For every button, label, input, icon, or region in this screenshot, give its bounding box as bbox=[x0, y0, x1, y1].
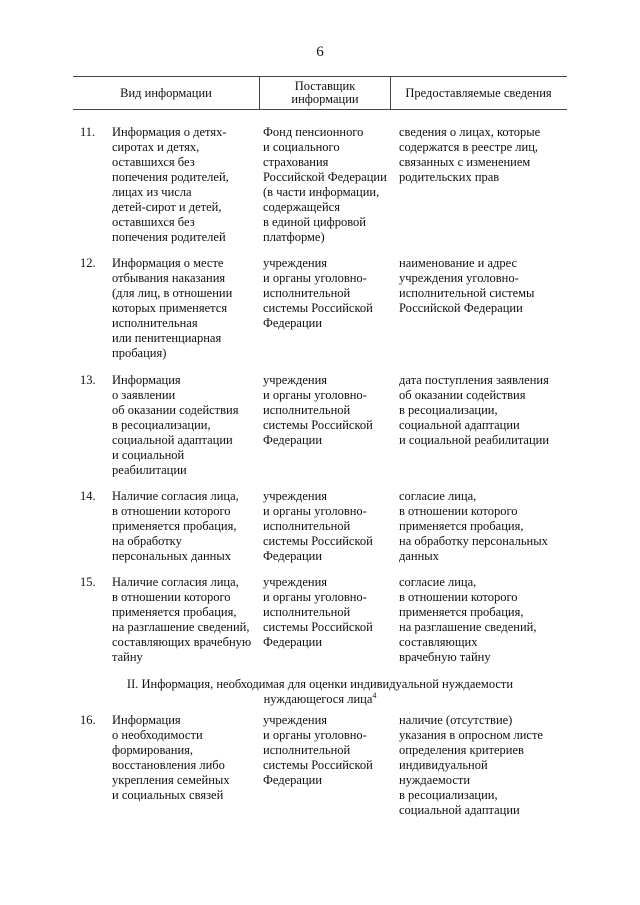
info-type-line: и социальных связей bbox=[112, 788, 224, 802]
info-type-line: о заявлении bbox=[112, 388, 176, 402]
provider-line: исполнительной bbox=[263, 403, 351, 417]
provider-cell bbox=[263, 489, 398, 564]
provider-line: системы Российской bbox=[263, 301, 373, 315]
info-type-line: тайну bbox=[112, 650, 143, 664]
info-type-cell bbox=[112, 256, 256, 361]
provider-line: и органы уголовно- bbox=[263, 271, 367, 285]
details-line: нуждаемости bbox=[399, 773, 471, 787]
provider-line: учреждения bbox=[263, 373, 328, 387]
provider-line: учреждения bbox=[263, 256, 328, 270]
details-line: на разглашение сведений, bbox=[399, 620, 537, 634]
row-number: 12. bbox=[80, 256, 96, 270]
details-line: социальной адаптации bbox=[399, 803, 520, 817]
provider-line: и органы уголовно- bbox=[263, 504, 367, 518]
info-type-line: в ресоциализации, bbox=[112, 418, 211, 432]
provider-line: страхования bbox=[263, 155, 329, 169]
provider-line: Федерации bbox=[263, 433, 323, 447]
details-line: исполнительной системы bbox=[399, 286, 535, 300]
provider-cell bbox=[263, 256, 398, 331]
row-number: 13. bbox=[80, 373, 96, 387]
info-type-cell bbox=[112, 373, 256, 478]
details-line: индивидуальной bbox=[399, 758, 488, 772]
page-number: 6 bbox=[316, 44, 324, 60]
header-provider-line1: Поставщик bbox=[294, 79, 356, 93]
header-provider bbox=[259, 77, 391, 109]
info-type-line: и социальной bbox=[112, 448, 185, 462]
details-line: врачебную тайну bbox=[399, 650, 491, 664]
details-line: наличие (отсутствие) bbox=[399, 713, 513, 727]
info-type-line: Информация о детях- bbox=[112, 125, 227, 139]
info-type-line: восстановления либо bbox=[112, 758, 225, 772]
provider-cell bbox=[263, 575, 398, 650]
provider-cell bbox=[263, 373, 398, 448]
details-line: связанных с изменением bbox=[399, 155, 531, 169]
details-line: составляющих bbox=[399, 635, 478, 649]
provider-line: Федерации bbox=[263, 635, 323, 649]
provider-line: системы Российской bbox=[263, 418, 373, 432]
provider-line: содержащейся bbox=[263, 200, 340, 214]
details-line: применяется пробация, bbox=[399, 519, 524, 533]
provider-line: исполнительной bbox=[263, 743, 351, 757]
header-provider-line2: информации bbox=[291, 92, 359, 106]
details-line: социальной адаптации bbox=[399, 418, 520, 432]
details-line: на обработку персональных bbox=[399, 534, 548, 548]
provider-cell bbox=[263, 125, 398, 245]
info-type-line: составляющих врачебную bbox=[112, 635, 252, 649]
details-line: наименование и адрес bbox=[399, 256, 518, 270]
provider-line: учреждения bbox=[263, 489, 328, 503]
provider-line: исполнительной bbox=[263, 605, 351, 619]
provider-line: и органы уголовно- bbox=[263, 388, 367, 402]
section-heading-text: нуждающегося лица bbox=[263, 692, 373, 706]
provider-cell bbox=[263, 713, 398, 788]
info-type-line: Информация bbox=[112, 373, 181, 387]
provider-line: исполнительной bbox=[263, 519, 351, 533]
provider-line: Фонд пенсионного bbox=[263, 125, 364, 139]
info-type-line: реабилитации bbox=[112, 463, 187, 477]
info-type-line: оставшихся без bbox=[112, 155, 195, 169]
info-type-line: социальной адаптации bbox=[112, 433, 233, 447]
details-cell bbox=[399, 256, 564, 316]
info-type-line: укрепления семейных bbox=[112, 773, 230, 787]
info-type-cell bbox=[112, 575, 256, 665]
details-line: Российской Федерации bbox=[399, 301, 523, 315]
details-line: данных bbox=[399, 549, 439, 563]
details-line: применяется пробация, bbox=[399, 605, 524, 619]
info-type-line: персональных данных bbox=[112, 549, 231, 563]
header-provided-details: Предоставляемые сведения bbox=[405, 85, 552, 100]
info-type-line: о необходимости bbox=[112, 728, 203, 742]
details-line: в отношении которого bbox=[399, 504, 518, 518]
provider-line: в единой цифровой bbox=[263, 215, 366, 229]
provider-line: Российской Федерации bbox=[263, 170, 387, 184]
details-line: в ресоциализации, bbox=[399, 403, 498, 417]
provider-line: Федерации bbox=[263, 316, 323, 330]
details-line: учреждения уголовно- bbox=[399, 271, 519, 285]
provider-line: учреждения bbox=[263, 575, 328, 589]
row-number: 14. bbox=[80, 489, 96, 503]
info-type-line: на обработку bbox=[112, 534, 182, 548]
info-type-line: оставшихся без bbox=[112, 215, 195, 229]
info-type-line: сиротах и детях, bbox=[112, 140, 200, 154]
details-line: содержатся в реестре лиц, bbox=[399, 140, 539, 154]
details-cell bbox=[399, 575, 564, 665]
provider-line: и социального bbox=[263, 140, 340, 154]
details-line: определения критериев bbox=[399, 743, 524, 757]
details-line: родительских прав bbox=[399, 170, 500, 184]
info-type-line: детей-сирот и детей, bbox=[112, 200, 222, 214]
details-line: согласие лица, bbox=[399, 575, 477, 589]
table-header bbox=[73, 76, 567, 110]
info-type-line: применяется пробация, bbox=[112, 519, 237, 533]
header-info-type: Вид информации bbox=[120, 85, 212, 100]
provider-line: учреждения bbox=[263, 713, 328, 727]
info-type-line: Наличие согласия лица, bbox=[112, 575, 239, 589]
section-heading-line1: II. Информация, необходимая для оценки индивидуальной нуждаемости bbox=[126, 677, 514, 691]
info-type-line: попечения родителей, bbox=[112, 170, 229, 184]
info-type-cell bbox=[112, 489, 256, 564]
info-type-cell bbox=[112, 125, 256, 245]
info-type-line: об оказании содействия bbox=[112, 403, 239, 417]
details-line: согласие лица, bbox=[399, 489, 477, 503]
details-line: дата поступления заявления bbox=[399, 373, 549, 387]
details-cell bbox=[399, 125, 564, 185]
details-line: и социальной реабилитации bbox=[399, 433, 550, 447]
info-type-line: в отношении которого bbox=[112, 504, 231, 518]
info-type-line: (для лиц, в отношении bbox=[112, 286, 233, 300]
info-type-line: лицах из числа bbox=[112, 185, 192, 199]
provider-line: исполнительной bbox=[263, 286, 351, 300]
details-line: указания в опросном листе bbox=[399, 728, 543, 742]
provider-line: системы Российской bbox=[263, 758, 373, 772]
info-type-line: пробация) bbox=[112, 346, 167, 360]
info-type-cell bbox=[112, 713, 256, 803]
provider-line: системы Российской bbox=[263, 620, 373, 634]
info-type-line: на разглашение сведений, bbox=[112, 620, 250, 634]
info-type-line: исполнительная bbox=[112, 316, 198, 330]
info-type-line: Информация bbox=[112, 713, 181, 727]
details-cell bbox=[399, 489, 564, 564]
details-line: сведения о лицах, которые bbox=[399, 125, 541, 139]
info-type-line: Информация о месте bbox=[112, 256, 224, 270]
info-type-line: попечения родителей bbox=[112, 230, 226, 244]
info-type-line: в отношении которого bbox=[112, 590, 231, 604]
provider-line: и органы уголовно- bbox=[263, 590, 367, 604]
info-type-line: Наличие согласия лица, bbox=[112, 489, 239, 503]
details-cell bbox=[399, 373, 564, 448]
details-line: в отношении которого bbox=[399, 590, 518, 604]
footnote-mark: 4 bbox=[372, 690, 377, 700]
info-type-line: формирования, bbox=[112, 743, 194, 757]
provider-line: Федерации bbox=[263, 773, 323, 787]
details-line: об оказании содействия bbox=[399, 388, 526, 402]
provider-line: платформе) bbox=[263, 230, 325, 244]
info-type-line: отбывания наказания bbox=[112, 271, 226, 285]
provider-line: системы Российской bbox=[263, 534, 373, 548]
section-heading bbox=[73, 677, 567, 707]
provider-line: (в части информации, bbox=[263, 185, 380, 199]
section-heading-line2 bbox=[73, 692, 567, 707]
details-line: в ресоциализации, bbox=[399, 788, 498, 802]
provider-line: и органы уголовно- bbox=[263, 728, 367, 742]
row-number: 11. bbox=[80, 125, 96, 139]
info-type-line: применяется пробация, bbox=[112, 605, 237, 619]
info-type-line: или пенитенциарная bbox=[112, 331, 222, 345]
details-cell bbox=[399, 713, 564, 818]
row-number: 15. bbox=[80, 575, 96, 589]
row-number: 16. bbox=[80, 713, 96, 727]
info-type-line: которых применяется bbox=[112, 301, 228, 315]
provider-line: Федерации bbox=[263, 549, 323, 563]
